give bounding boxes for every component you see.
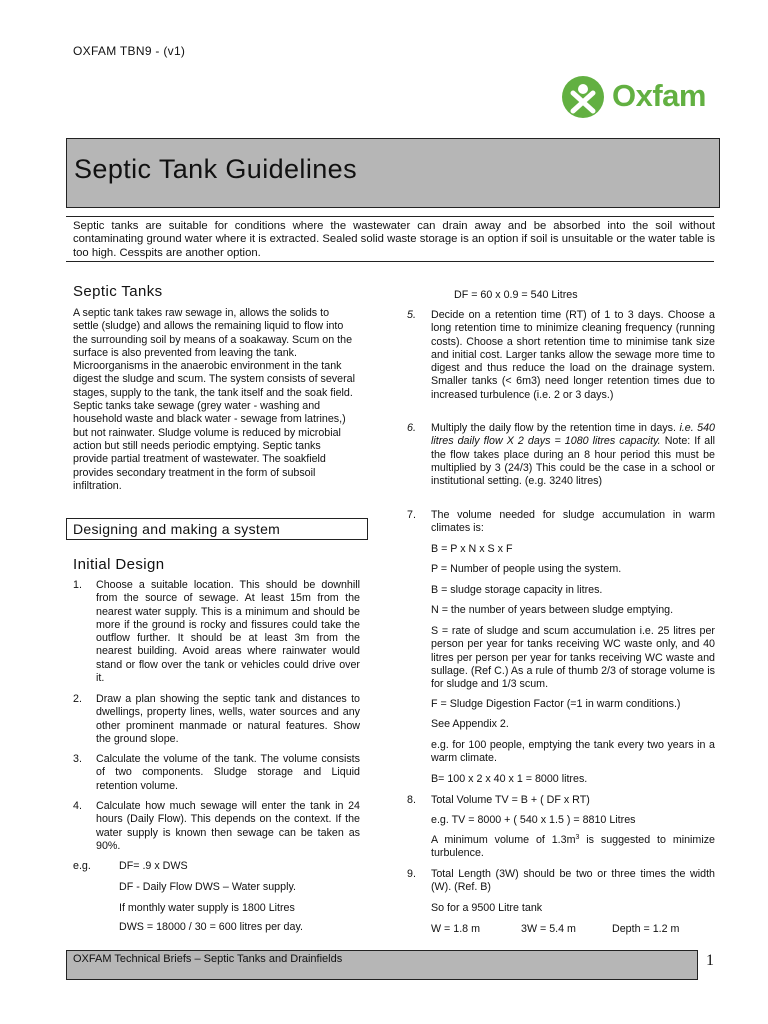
minimum-volume-note	[431, 834, 715, 861]
item-text: Total Length (3W) should be two or three times the width (W). (Ref. B)	[431, 868, 715, 894]
definition: F = Sludge Digestion Factor (=1 in warm conditions.)	[431, 698, 681, 710]
definition: B= 100 x 2 x 40 x 1 = 8000 litres.	[431, 773, 588, 785]
definition: See Appendix 2.	[431, 718, 509, 730]
example-line: DF - Daily Flow DWS – Water supply.	[119, 881, 296, 893]
item6-example: i.e. 540 litres daily flow X 2 days = 1080 litres capacity.	[431, 422, 715, 448]
example-label: e.g.	[73, 860, 91, 872]
item-number: 7.	[407, 509, 416, 521]
daily-flow-result: DF = 60 x 0.9 = 540 Litres	[454, 289, 578, 301]
definition: B = sludge storage capacity in litres.	[431, 584, 603, 596]
item-text: Calculate the volume of the tank. The volume consists of two components. Sludge storage and Liquid retention volume.	[96, 753, 360, 792]
example-line: DWS = 18000 / 30 = 600 litres per day.	[119, 921, 303, 933]
intro-paragraph: Septic tanks are suitable for conditions where the wastewater can drain away and be absorbed into the soil without contaminating ground water where it is extracted. Sealed solid waste storage is an option if soil is unsuitable or the water table is too high. Cesspits are another option.	[73, 220, 715, 259]
example-line: If monthly water supply is 1800 Litres	[119, 902, 295, 914]
item-text	[431, 422, 715, 488]
definition: e.g. for 100 people, emptying the tank every two years in a warm climate.	[431, 739, 715, 765]
tank-size-line: So for a 9500 Litre tank	[431, 902, 543, 914]
total-volume-example: e.g. TV = 8000 + ( 540 x 1.5 ) = 8810 Litres	[431, 814, 636, 826]
example-line: DF= .9 x DWS	[119, 860, 188, 872]
dimension-depth: Depth = 1.2 m	[612, 923, 680, 935]
dimension-width: W = 1.8 m	[431, 923, 480, 935]
min-vol-a: A minimum volume of 1.3m	[431, 834, 576, 846]
definition: N = the number of years between sludge emptying.	[431, 604, 674, 616]
item-text: The volume needed for sludge accumulation in warm climates is:	[431, 509, 715, 535]
item-text: Total Volume TV = B + ( DF x RT)	[431, 794, 590, 806]
footer-text: OXFAM Technical Briefs – Septic Tanks and Drainfields	[73, 953, 343, 965]
document-code: OXFAM TBN9 - (v1)	[73, 44, 186, 58]
note-label: Note	[664, 435, 688, 448]
intro-bottom-rule	[66, 261, 714, 262]
sludge-formula: B = P x N x S x F	[431, 543, 513, 555]
item-number: 8.	[407, 794, 416, 806]
intro-top-rule	[66, 216, 714, 217]
item-number: 6.	[407, 422, 416, 434]
note-text: : If all the flow takes place during an 8 hour period this must be multiplied by 3 (24/3) This could be the case in a school or institutional setting. (e.g. 3240 litres)	[431, 435, 715, 488]
item-number: 1.	[73, 579, 82, 591]
item-number: 3.	[73, 753, 82, 765]
min-vol-b: is suggested to minimize turbulence.	[431, 834, 715, 860]
page-title: Septic Tank Guidelines	[74, 154, 357, 184]
initial-design-heading: Initial Design	[73, 556, 165, 573]
oxfam-logo-text: Oxfam	[612, 78, 706, 113]
definition: P = Number of people using the system.	[431, 563, 622, 575]
item-text: Draw a plan showing the septic tank and distances to dwellings, property lines, wells, water sources and any other prominent manmade or natural features. Show the ground slope.	[96, 693, 360, 745]
septic-tanks-heading: Septic Tanks	[73, 283, 163, 300]
page-number: 1	[706, 952, 714, 969]
item-text: Calculate how much sewage will enter the tank in 24 hours (Daily Flow). This depends on the context. If the water supply is known then sewage can be taken as 90%.	[96, 800, 360, 852]
dimension-length: 3W = 5.4 m	[521, 923, 576, 935]
section-heading: Designing and making a system	[73, 521, 281, 537]
item-number: 5.	[407, 309, 416, 321]
definition: S = rate of sludge and scum accumulation i.e. 25 litres per person per year for tanks receiving WC waste only, and 40 litres per person per year for tanks receiving WC waste and sullage. (Ref C.) As a rule of thumb 2/3 of storage volume is for sludge and 1/3 scum.	[431, 625, 715, 691]
item-text: Decide on a retention time (RT) of 1 to 3 days. Choose a long retention time to minimize cleaning frequency (running costs). Choose a short retention time to minimise tank size and initial cost. Larger tanks allow the sewage more time to digest and thus reduce the load on the drainage system. Smaller tanks (< 6m3) need longer retention times due to increased turbulence (i.e. 2 or 3 days.)	[431, 309, 715, 401]
septic-tanks-body: A septic tank takes raw sewage in, allows the solids to settle (sludge) and allows the remaining liquid to flow into the surrounding soil by means of a soakaway. Scum on the surface is also prevented from leaving the tank. Microorganisms in the anaerobic environment in the tank digest the sludge and scum. The system consists of several stages, supply to the tank, the tank itself and the soak field. Septic tanks take sewage (grey water - washing and household waste and black water - sewage from latrines,) but not rainwater. Sludge volume is reduced by microbial action but still needs periodic emptying. Septic tanks provide partial treatment of wastewater. The soakfield provides secondary treatment in the form of subsoil infiltration.	[73, 307, 355, 492]
min-vol-sup: 3	[575, 834, 580, 841]
item-number: 2.	[73, 693, 82, 705]
item-text: Choose a suitable location. This should be downhill from the source of sewage. At least 15m from the nearest water supply. This is a minimum and should be more if the ground is rocky and fissures could take the outflow further. It should be at least 3m from the nearest building. Avoid areas where rainwater would stand or flow over the tank or vehicles could drive over it.	[96, 579, 360, 685]
item6-text: Multiply the daily flow by the retention time in days.	[431, 422, 676, 434]
item-number: 4.	[73, 800, 82, 812]
oxfam-logo-icon	[561, 75, 607, 121]
item-number: 9.	[407, 868, 416, 880]
